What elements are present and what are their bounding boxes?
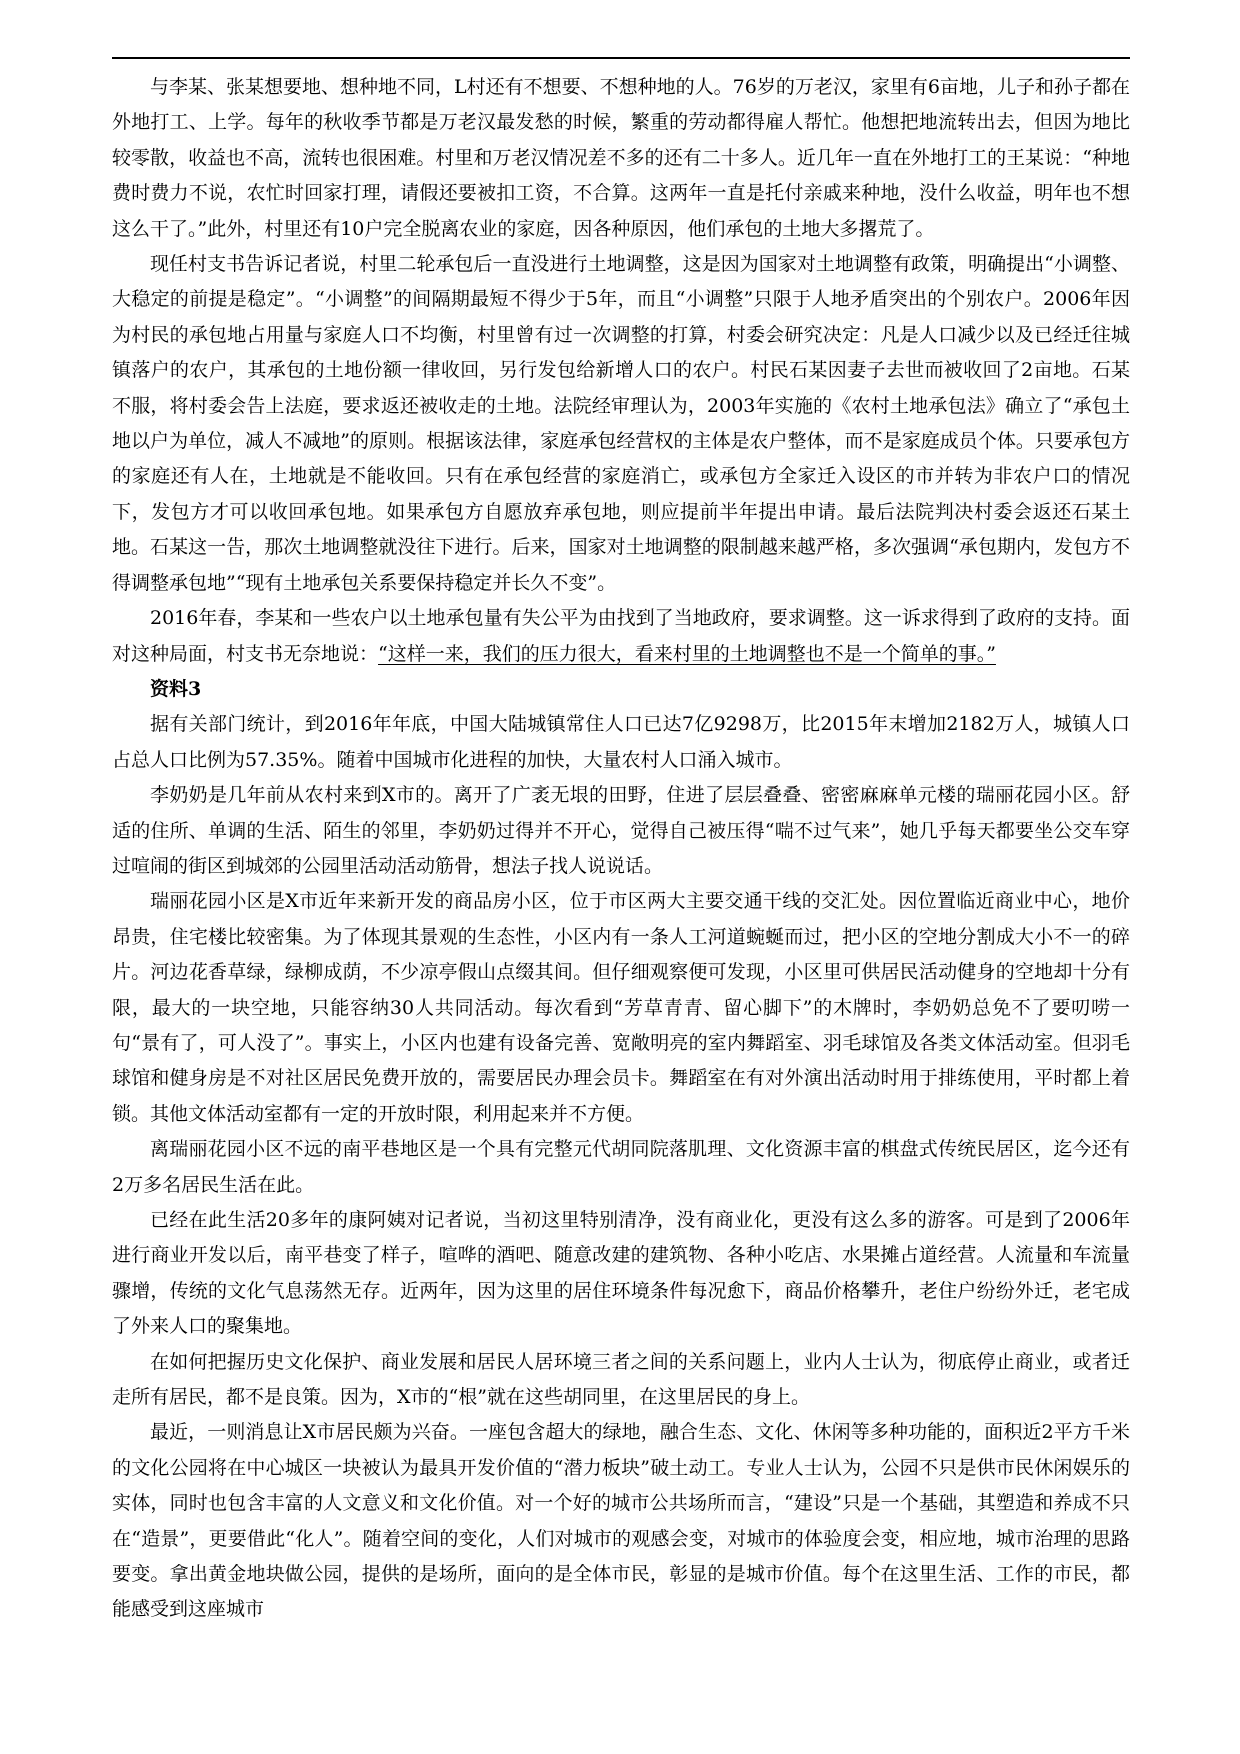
section-heading: 资料3 xyxy=(150,677,202,700)
underlined-quote: “这样一来，我们的压力很大，看来村里的土地调整也不是一个简单的事。” xyxy=(378,642,996,665)
paragraph: 已经在此生活20多年的康阿姨对记者说，当初这里特别清净，没有商业化，更没有这么多的游客。可是到了2006年进行商业开发以后，南平巷变了样子，喧哗的酒吧、随意改建的建筑物、各种小吃店、水果摊占道经营。人流量和车流量骤增，传统的文化气息荡然无存。近两年，因为这里的居住环境条件每况愈下，商品价格攀升，老住户纷纷外迁，老宅成了外来人口的聚集地。 xyxy=(112,1209,1130,1338)
paragraph xyxy=(112,601,1130,672)
paragraph-lead-text: 2016年春，李某和一些农户以土地承包量有失公平为由找到了当地政府，要求调整。这一诉求得到了政府的支持。面对这种局面，村支书无奈地说： xyxy=(112,607,1130,665)
paragraph: 在如何把握历史文化保护、商业发展和居民人居环境三者之间的关系问题上，业内人士认为，彻底停止商业，或者迁走所有居民，都不是良策。因为，X市的“根”就在这些胡同里，在这里居民的身上。 xyxy=(112,1350,1130,1409)
paragraph: 与李某、张某想要地、想种地不同，L村还有不想要、不想种地的人。76岁的万老汉，家里有6亩地，儿子和孙子都在外地打工、上学。每年的秋收季节都是万老汉最发愁的时候，繁重的劳动都得雇人帮忙。他想把地流转出去，但因为地比较零散，收益也不高，流转也很困难。村里和万老汉情况差不多的还有二十多人。近几年一直在外地打工的王某说：“种地费时费力不说，农忙时回家打理，请假还要被扣工资，不合算。这两年一直是托付亲戚来种地，没什么收益，明年也不想这么干了。”此外，村里还有10户完全脱离农业的家庭，因各种原因，他们承包的土地大多撂荒了。 xyxy=(112,76,1130,240)
document-body xyxy=(112,70,1130,1628)
paragraph: 现任村支书告诉记者说，村里二轮承包后一直没进行土地调整，这是因为国家对土地调整有政策，明确提出“小调整、大稳定的前提是稳定”。“小调整”的间隔期最短不得少于5年，而且“小调整”只限于人地矛盾突出的个别农户。2006年因为村民的承包地占用量与家庭人口不均衡，村里曾有过一次调整的打算，村委会研究决定：凡是人口减少以及已经迁往城镇落户的农户，其承包的土地份额一律收回，另行发包给新增人口的农户。村民石某因妻子去世而被收回了2亩地。石某不服，将村委会告上法庭，要求返还被收走的土地。法院经审理认为，2003年实施的《农村土地承包法》确立了“承包土地以户为单位，减人不减地”的原则。根据该法律，家庭承包经营权的主体是农户整体，而不是家庭成员个体。只要承包方的家庭还有人在，土地就是不能收回。只有在承包经营的家庭消亡，或承包方全家迁入设区的市并转为非农户口的情况下，发包方才可以收回承包地。如果承包方自愿放弃承包地，则应提前半年提出申请。最后法院判决村委会返还石某土地。石某这一告，那次土地调整就没往下进行。后来，国家对土地调整的限制越来越严格，多次强调“承包期内，发包方不得调整承包地”“现有土地承包关系要保持稳定并长久不变”。 xyxy=(112,253,1130,594)
paragraph: 据有关部门统计，到2016年年底，中国大陆城镇常住人口已达7亿9298万，比2015年末增加2182万人，城镇人口占总人口比例为57.35%。随着中国城市化进程的加快，大量农村人口涌入城市。 xyxy=(112,713,1130,771)
paragraph: 李奶奶是几年前从农村来到X市的。离开了广袤无垠的田野，住进了层层叠叠、密密麻麻单元楼的瑞丽花园小区。舒适的住所、单调的生活、陌生的邻里，李奶奶过得并不开心，觉得自己被压得“喘不过气来”，她几乎每天都要坐公交车穿过喧闹的街区到城郊的公园里活动活动筋骨，想法子找人说说话。 xyxy=(112,784,1130,877)
paragraph: 离瑞丽花园小区不远的南平巷地区是一个具有完整元代胡同院落肌理、文化资源丰富的棋盘式传统民居区，迄今还有2万多名居民生活在此。 xyxy=(112,1138,1130,1196)
paragraph: 最近，一则消息让X市居民颇为兴奋。一座包含超大的绿地，融合生态、文化、休闲等多种功能的，面积近2平方千米的文化公园将在中心城区一块被认为最具开发价值的“潜力板块”破土动工。专业人士认为，公园不只是供市民休闲娱乐的实体，同时也包含丰富的人文意义和文化价值。对一个好的城市公共场所而言，“建设”只是一个基础，其塑造和养成不只在“造景”，更要借此“化人”。随着空间的变化，人们对城市的观感会变，对城市的体验度会变，相应地，城市治理的思路要变。拿出黄金地块做公园，提供的是场所，面向的是全体市民，彰显的是城市价值。每个在这里生活、工作的市民，都能感受到这座城市 xyxy=(112,1421,1130,1621)
paragraph: 瑞丽花园小区是X市近年来新开发的商品房小区，位于市区两大主要交通干线的交汇处。因位置临近商业中心，地价昂贵，住宅楼比较密集。为了体现其景观的生态性，小区内有一条人工河道蜿蜒而过，把小区的空地分割成大小不一的碎片。河边花香草绿，绿柳成荫，不少凉亭假山点缀其间。但仔细观察便可发现，小区里可供居民活动健身的空地却十分有限，最大的一块空地，只能容纳30人共同活动。每次看到“芳草青青、留心脚下”的木牌时，李奶奶总免不了要叨唠一句“景有了，可人没了”。事实上，小区内也建有设备完善、宽敞明亮的室内舞蹈室、羽毛球馆及各类文体活动室。但羽毛球馆和健身房是不对社区居民免费开放的，需要居民办理会员卡。舞蹈室在有对外演出活动时用于排练使用，平时都上着锁。其他文体活动室都有一定的开放时限，利用起来并不方便。 xyxy=(112,890,1130,1125)
header-rule xyxy=(112,57,1130,59)
